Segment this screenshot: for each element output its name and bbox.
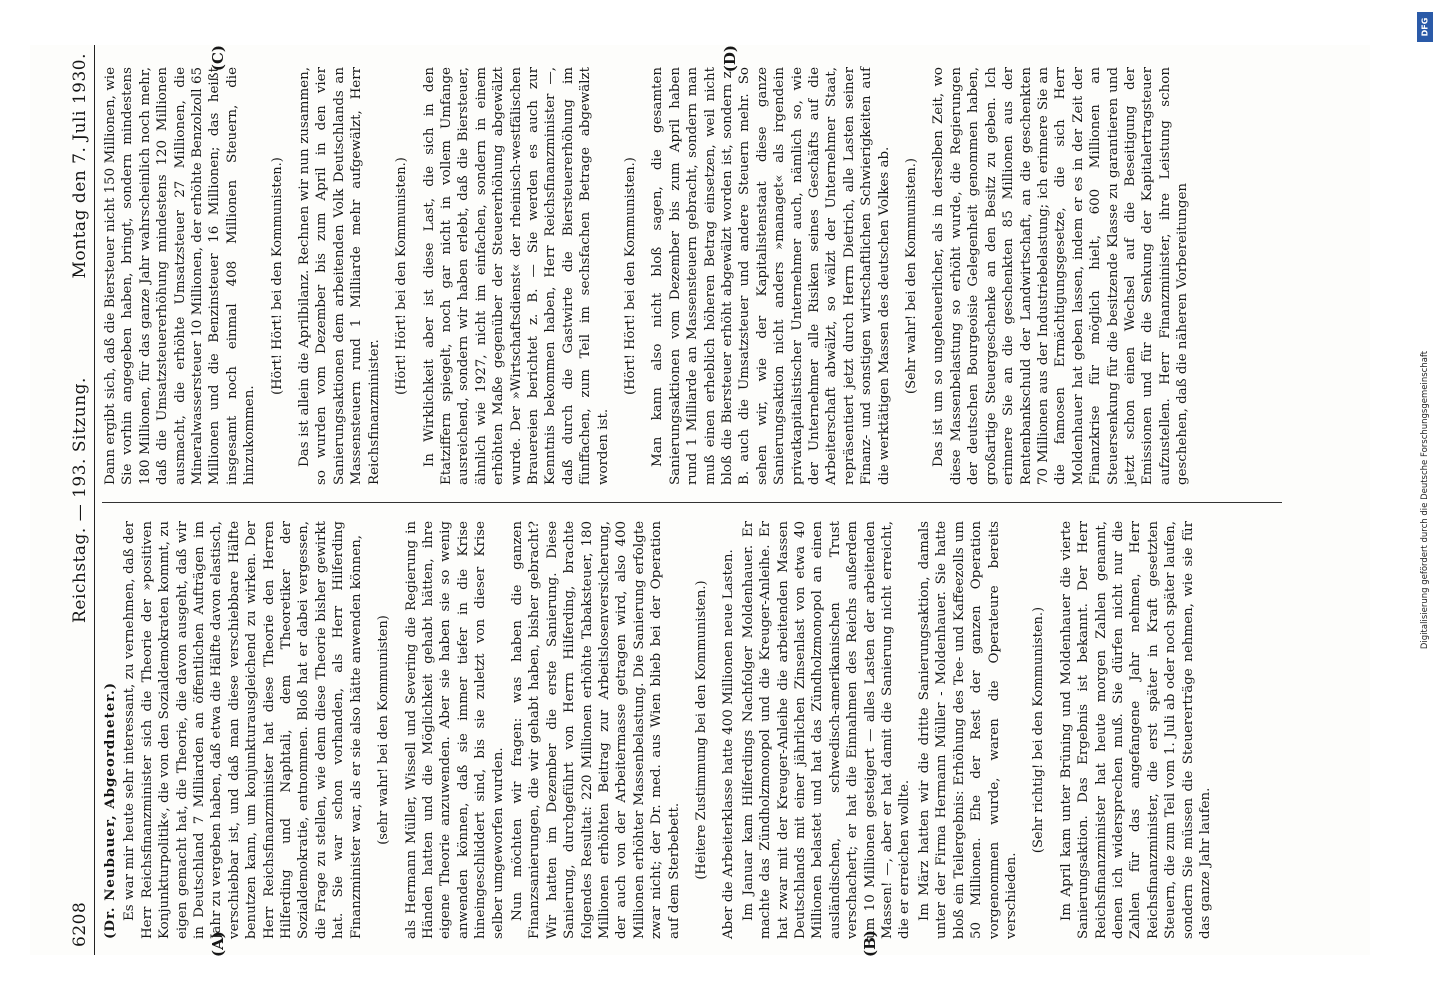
speaker-label: (Dr. Neubauer, Abgeordneter.) — [102, 681, 118, 939]
paragraph: Im Januar kam Hilferdings Nachfolger Moldenhauer. Er machte das Zündholzmonopol und die Kreuger-Anleihe. Er hat zwar mit der Kreuger-Anleihe die arbeitenden Massen Deutschlands mit einer jährlichen Zinsenlast von etwa 40 Millionen belastet und hat das Zündholzmonopol an einen ausländischen, schwedisch-amerikanischen Trust verschachert; er hat die Einnahmen des Reichs außerdem um 10 Millionen gesteigert — alles Lasten der arbeitenden Massen! —, aber er hat damit die Sanierung nicht erreicht, die er erreichen wollte. — [740, 521, 913, 939]
paragraph: Im April kam unter Brüning und Moldenhauer die vierte Sanierungsaktion. Das Ergebnis ist bekannt. Der Herr Reichsfinanzminister hat heute morgen Zahlen genannt, denen ich widersprechen muß. Sie dürfen nicht nur die Zahlen für das angefangene Jahr nehmen, Herr Reichsfinanzminister, die erst später in Kraft gesetzten Steuern, die zum Teil vom 1. Juli ab oder noch später laufen, sondern Sie müssen die Steuererträge nehmen, wie sie für das ganze Jahr laufen. — [1058, 521, 1213, 939]
paragraph: Nun möchten wir fragen: was haben die ganzen Finanzsanierungen, die wir gehabt haben, bisher gebracht? Wir hatten im Dezember die erste Sanierung. Diese Sanierung, durchgeführt von Herrn Hilferding, brachte folgendes Resultat: 220 Millionen erhöhte Tabaksteuer, 180 Millionen erhöhten Beitrag zur Arbeitslosenversicherung, der auch von der Arbeitermasse getragen wird, also 400 Millionen erhöhter Massenbelastung. Die Sanierung erfolgte zwar nicht; der Dr. med. aus Wien blieb bei der Operation auf dem Sterbebett. — [509, 521, 682, 939]
left-column — [102, 521, 1216, 957]
interjection: (Hört! Hört! bei den Kommunisten.) — [269, 157, 285, 395]
paragraph: Das ist allein die Aprilbilanz. Rechnen wir nun zusammen, so wurden vom Dezember bis zum April in den vier Sanierungsaktionen dem arbeitenden Volk Deutschlands an Massensteuern rund 1 Milliarde mehr aufgewälzt, Herr Reichsfinanzminister. — [297, 67, 382, 485]
digitization-credit: Digitalisierung gefördert durch die Deutsche Forschungsgemeinschaft — [1420, 350, 1430, 650]
margin-marker-c: (C) — [209, 45, 227, 72]
margin-marker-a: (A) — [209, 931, 227, 957]
interjection: (Sehr wahr! bei den Kommunisten.) — [904, 158, 920, 394]
paragraph: Aber die Arbeiterklasse hatte 400 Millionen neue Lasten. — [721, 549, 737, 939]
margin-marker-b: (B) — [861, 930, 879, 957]
session-date: Montag den 7. Juli 1930. — [70, 53, 90, 279]
interjection: (Hört! Hört! bei den Kommunisten.) — [622, 157, 638, 395]
paragraph: Das ist um so ungeheuerlicher, als in derselben Zeit, wo diese Massenbelastung so erhöht wurde, die Regierungen der deutschen Bourgeoisie Gelegenheit genommen haben, großartige Steuergeschenke an den Besitz zu geben. Ich erinnere Sie an die geschenkten 85 Millionen aus der Rentenbankschuld der Landwirtschaft, an die geschenkten 70 Millionen aus der Industriebelastung; ich erinnere Sie an die famosen Ermächtigungsgesetze, die sich Herr Moldenhauer hat geben lassen, indem er es in der Zeit der Finanzkrise für möglich hielt, 600 Millionen an Steuersenkung für die besitzende Klasse zu garantieren und jetzt schon einen Wechsel auf die Beseitigung der Emissionen und für die Senkung der Kapitalertragsteuer aufzustellen. Herr Finanzminister, ihre Leistung schon geschehen, daß die näheren Vorbereitungen — [931, 67, 1191, 485]
paragraph: Im März hatten wir die dritte Sanierungsaktion, damals unter der Firma Hermann Müller - Moldenhauer. Sie hatte bloß ein Teilergebnis: Erhöhung des Tee- und Kaffeezolls um 50 Millionen. Ehe der Rest der ganzen Operation vorgenommen wurde, waren die Operateure bereits verschieden. — [916, 521, 1019, 939]
page-header — [68, 45, 95, 955]
dfg-logo-text: DFG — [1420, 17, 1430, 37]
interjection: (Hört! Hört! bei den Kommunisten.) — [394, 157, 410, 395]
paragraph: als Hermann Müller, Wissell und Severing die Regierung in Händen hatten und die Möglichkeit gehabt hätten, ihre eigene Theorie anzuwenden. Aber sie haben sie so wenig anwenden können, daß sie immer tiefer in die Krise hineingeschliddert sind, bis sie zuletzt von dieser Krise selber umgeworfen wurden. — [403, 521, 506, 939]
interjection: (Heitere Zustimmung bei den Kommunisten.) — [694, 580, 709, 880]
interjection: (sehr wahr! bei den Kommunisten) — [376, 615, 392, 845]
paragraph: In Wirklichkeit aber ist diese Last, die sich in den Etatziffern spiegelt, noch gar nicht in vollem Umfange ausreichend, sondern wir haben erlebt, daß die Biersteuer, ähnlich wie 1927, nicht im einfachen, sondern in einem erhöhten Maße gegenüber der Steuererhöhung abgewälzt wurde. Der »Wirtschaftsdienst« der rheinisch-westfälischen Brauereien berichtet z. B. — Sie werden es auch zur Kenntnis bekommen haben, Herr Reichsfinanzminister —, daß durch die Gastwirte die Biersteuererhöhung im fünffachen, zum Teil im sechsfachen Betrage abgewälzt worden ist. — [421, 67, 611, 485]
paragraph: Dann ergibt sich, daß die Biersteuer nicht 150 Millionen, wie Sie vorhin angegeben haben, bringt, sondern mindestens 180 Millionen, für das ganze Jahr wahrscheinlich noch mehr, daß die Umsatzsteuererhöhung mindestens 120 Millionen ausmacht, die erhöhte Umsatzsteuer 27 Millionen, die Mineralwassersteuer 10 Millionen, der erhöhte Benzolzoll 65 Millionen und die Benzinsteuer 16 Millionen; das heißt insgesamt noch einmal 408 Millionen Steuern, die hinzukommen. — [103, 67, 258, 485]
column-divider — [102, 502, 1282, 503]
rotated-page — [30, 45, 1370, 955]
margin-marker-d: (D) — [721, 45, 739, 73]
paragraph: Man kann also nicht bloß sagen, die gesamten Sanierungsaktionen vom Dezember bis zum April haben rund 1 Milliarde an Massensteuern gebracht, sondern man muß einen erheblich höheren Betrag einsetzen, weil nicht bloß die Biersteuer erhöht abgewälzt worden ist, sondern z. B. auch die Umsatzsteuer und andere Steuern mehr. So sehen wir, wie der Kapitalistenstaat diese ganze Sanierungsaktion nicht anders »managet« als irgendein privatkapitalistischer Unternehmer auch, nämlich so, wie der Unternehmer alle Risiken seines Geschäfts auf die Arbeiterschaft abwälzt, so wälzt der Unternehmer Staat, repräsentiert jetzt durch Herrn Dietrich, alle Lasten seiner Finanz- und sonstigen wirtschaftlichen Schwierigkeiten auf die werktätigen Massen des deutschen Volkes ab. — [650, 67, 892, 485]
right-column — [102, 45, 1194, 485]
page-number: 6208 — [70, 901, 90, 947]
interjection: (Sehr richtig! bei den Kommunisten.) — [1031, 606, 1047, 854]
session-title: Reichstag. — 193. Sitzung. — [70, 377, 90, 623]
dfg-logo — [1417, 12, 1433, 42]
paragraph: Es war mir heute sehr interessant, zu vernehmen, daß der Herr Reichsfinanzminister sich die Theorie der »positiven Konjunkturpolitik«, die von den Sozialdemokraten kommt, zu eigen gemacht hat, die Theorie, die davon ausgeht, daß wir in Deutschland 7 Milliarden an öffentlichen Aufträgen im Jahr zu vergeben haben, daß etwa die Hälfte davon elastisch, verschiebbar ist, und daß man diese verschiebbare Hälfte benutzen kann, um konjunkturausgleichend zu wirken. Der Herr Reichsfinanzminister hat diese Theorie den Herren Hilferding und Naphtali, dem Theoretiker der Sozialdemokratie, entnommen. Bloß hat er dabei vergessen, die Frage zu stellen, wie denn diese Theorie bisher gewirkt hat. Sie war schon vorhanden, als Herr Hilferding Finanzminister war, als er sie also hätte anwenden können, — [122, 521, 364, 939]
